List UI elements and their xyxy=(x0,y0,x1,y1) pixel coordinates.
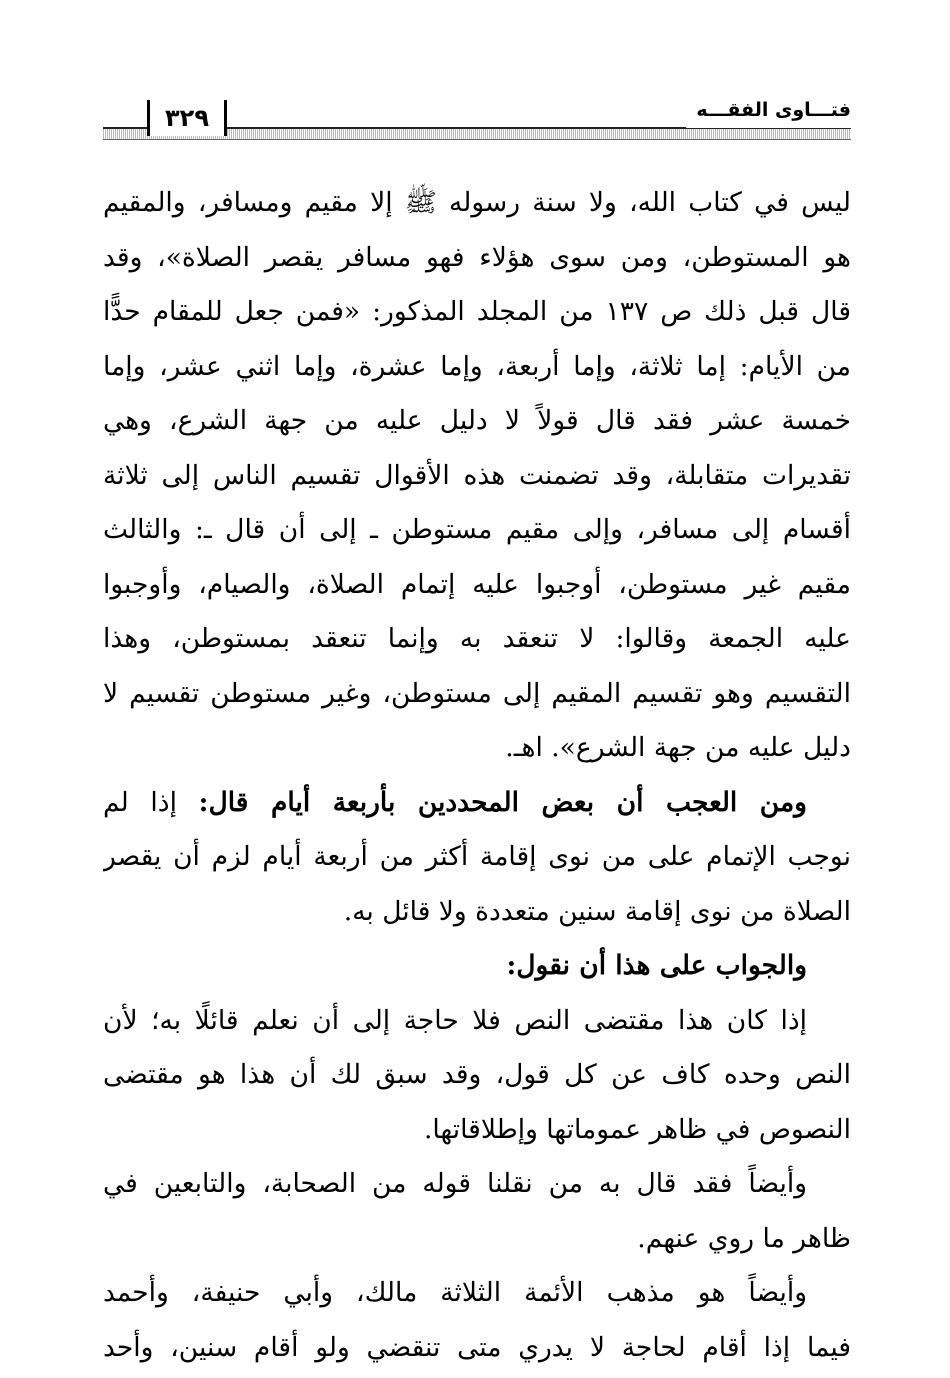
text-line: أقسام إلى مسافر، وإلى مقيم مستوطن ـ إلى أن قال ـ: والثالث xyxy=(103,514,851,545)
text-line: الصلاة من نوى إقامة سنين متعددة ولا قائل به. xyxy=(343,895,851,927)
paragraph-answer-heading xyxy=(103,939,851,994)
paragraph-answer-1 xyxy=(103,994,851,1158)
text-line: دليل عليه من جهة الشرع». اهـ. xyxy=(505,732,851,763)
text-line: فيما إذا أقام لحاجة لا يدري متى تنقضي ولو أقام سنين، وأحد xyxy=(103,1331,851,1363)
bold-lead-text: ومن العجب أن بعض المحددين بأربعة أيام قال: xyxy=(198,786,807,818)
text-line: نوجب الإتمام على من نوى إقامة أكثر من أربعة أيام لزم أن يقصر xyxy=(103,841,851,872)
text-line: إذا كان هذا مقتضى النص فلا حاجة إلى أن نعلم قائلًا به؛ لأن xyxy=(103,1004,807,1036)
text-line: وأيضاً فقد قال به من نقلنا قوله من الصحابة، والتابعين في xyxy=(103,1168,807,1199)
paragraph-answer-2 xyxy=(103,1157,851,1266)
text-line: وأيضاً هو مذهب الأئمة الثلاثة مالك، وأبي حنيفة، وأحمد xyxy=(103,1277,807,1308)
text-line: هو المستوطن، ومن سوى هؤلاء فهو مسافر يقصر الصلاة»، وقد xyxy=(103,241,851,273)
text-line: ظاهر ما روي عنهم. xyxy=(637,1222,851,1254)
text-line: خمسة عشر فقد قال قولاً لا دليل عليه من جهة الشرع، وهي xyxy=(103,405,851,436)
paragraph-answer-3 xyxy=(103,1266,851,1375)
text-line xyxy=(103,776,851,831)
lead-continuation: إذا لم xyxy=(103,786,177,818)
text-line: مقيم غير مستوطن، أوجبوا عليه إتمام الصلاة، والصيام، وأوجبوا xyxy=(103,568,851,600)
text-line: النص وحده كاف عن كل قول، وقد سبق لك أن هذا هو مقتضى xyxy=(103,1059,851,1090)
paragraph-quotation xyxy=(103,176,851,776)
page-header xyxy=(103,96,851,148)
text-line: عليه الجمعة وقالوا: لا تنعقد به وإنما تنعقد بمستوطن، وهذا xyxy=(103,623,851,654)
text-line: ليس في كتاب الله، ولا سنة رسوله ﷺ إلا مقيم ومسافر، والمقيم xyxy=(103,187,851,218)
text-line: من الأيام: إما ثلاثة، وإما أربعة، وإما عشرة، وإما اثني عشر، وإما xyxy=(103,350,851,382)
answer-heading: والجواب على هذا أن نقول: xyxy=(506,950,807,981)
paragraph-objection xyxy=(103,776,851,940)
body-text xyxy=(103,176,851,1375)
page-number: ٣٢٩ xyxy=(147,100,227,136)
text-line: تقديرات متقابلة، وقد تضمنت هذه الأقوال تقسيم الناس إلى ثلاثة xyxy=(103,459,851,491)
text-line: النصوص في ظاهر عموماتها وإطلاقاتها. xyxy=(423,1113,851,1145)
running-title: فتـــاوى الفقـــه xyxy=(686,96,851,128)
text-line: قال قبل ذلك ص ١٣٧ من المجلد المذكور: «فمن جعل للمقام حدًّا xyxy=(103,296,851,327)
text-line: التقسيم وهو تقسيم المقيم إلى مستوطن، وغير مستوطن تقسيم لا xyxy=(103,677,851,709)
